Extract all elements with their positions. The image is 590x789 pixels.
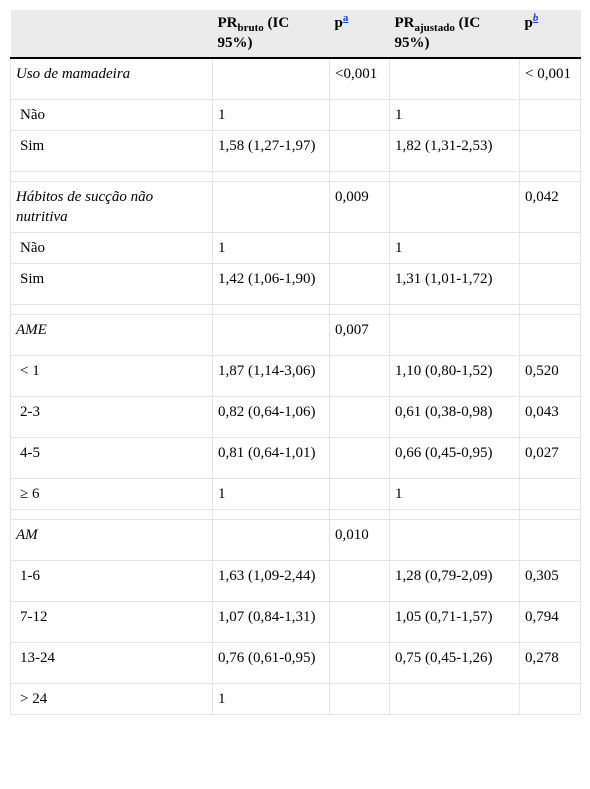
cell-variable: Uso de mamadeira	[11, 58, 213, 99]
cell-p-b: < 0,001	[520, 58, 581, 99]
footnote-b-link[interactable]: b	[532, 12, 539, 24]
cell-pr-ajustado: 1	[390, 99, 520, 130]
cell-variable: ≥ 6	[11, 478, 213, 509]
cell-pr-ajustado: 1	[390, 232, 520, 263]
cell-pr-ajustado: 1	[390, 478, 520, 509]
cell-pr-ajustado: 0,75 (0,45-1,26)	[390, 642, 520, 683]
spacer-cell	[520, 509, 581, 519]
cell-pr-bruto: 1,63 (1,09-2,44)	[213, 560, 330, 601]
section-row	[11, 519, 581, 560]
header-p-b	[520, 10, 581, 58]
spacer-row	[11, 171, 581, 181]
cell-p-b	[520, 314, 581, 355]
header-pr-ajustado-sub: ajustado	[414, 22, 455, 34]
cell-pr-ajustado	[390, 58, 520, 99]
cell-p-a	[330, 642, 390, 683]
spacer-row	[11, 304, 581, 314]
table-row	[11, 396, 581, 437]
spacer-cell	[330, 304, 390, 314]
header-p-a-main: p	[334, 15, 343, 31]
cell-p-b	[520, 478, 581, 509]
cell-p-a	[330, 601, 390, 642]
spacer-cell	[390, 304, 520, 314]
cell-pr-bruto: 1	[213, 232, 330, 263]
spacer-cell	[213, 171, 330, 181]
cell-pr-ajustado	[390, 683, 520, 714]
cell-variable: 4-5	[11, 437, 213, 478]
cell-p-a	[330, 683, 390, 714]
cell-pr-ajustado	[390, 181, 520, 232]
header-pr-ajustado-ci: (IC 95%)	[394, 15, 481, 51]
spacer-cell	[520, 304, 581, 314]
cell-p-a	[330, 232, 390, 263]
spacer-cell	[390, 509, 520, 519]
cell-pr-ajustado	[390, 519, 520, 560]
header-p-b-main: p	[524, 15, 533, 31]
cell-p-b: 0,027	[520, 437, 581, 478]
cell-pr-ajustado: 1,82 (1,31-2,53)	[390, 130, 520, 171]
cell-p-a	[330, 355, 390, 396]
header-variable	[11, 10, 213, 58]
cell-variable: 1-6	[11, 560, 213, 601]
cell-p-b	[520, 683, 581, 714]
table-row	[11, 437, 581, 478]
spacer-cell	[330, 171, 390, 181]
spacer-row	[11, 509, 581, 519]
cell-p-b: 0,043	[520, 396, 581, 437]
cell-p-b	[520, 263, 581, 304]
cell-p-a: <0,001	[330, 58, 390, 99]
spacer-cell	[11, 304, 213, 314]
cell-pr-ajustado: 0,66 (0,45-0,95)	[390, 437, 520, 478]
cell-p-b	[520, 130, 581, 171]
header-pr-bruto-main: PR	[217, 15, 238, 31]
cell-pr-bruto: 0,82 (0,64-1,06)	[213, 396, 330, 437]
cell-p-a: 0,010	[330, 519, 390, 560]
header-row	[11, 10, 581, 58]
cell-p-a	[330, 478, 390, 509]
cell-pr-bruto	[213, 181, 330, 232]
cell-pr-bruto	[213, 314, 330, 355]
cell-variable: 7-12	[11, 601, 213, 642]
cell-variable: Sim	[11, 130, 213, 171]
table-row	[11, 683, 581, 714]
table-row	[11, 601, 581, 642]
spacer-cell	[520, 171, 581, 181]
spacer-cell	[11, 509, 213, 519]
table-row	[11, 99, 581, 130]
cell-p-b	[520, 232, 581, 263]
cell-pr-bruto: 1,58 (1,27-1,97)	[213, 130, 330, 171]
cell-p-b	[520, 99, 581, 130]
cell-p-a	[330, 396, 390, 437]
table-row	[11, 130, 581, 171]
results-table	[10, 10, 581, 715]
header-pr-ajustado	[390, 10, 520, 58]
cell-pr-bruto: 1,42 (1,06-1,90)	[213, 263, 330, 304]
cell-p-a	[330, 437, 390, 478]
table-row	[11, 478, 581, 509]
cell-pr-ajustado	[390, 314, 520, 355]
cell-p-a	[330, 99, 390, 130]
cell-p-b: 0,278	[520, 642, 581, 683]
table-body	[11, 58, 581, 714]
spacer-cell	[11, 171, 213, 181]
cell-pr-ajustado: 1,10 (0,80-1,52)	[390, 355, 520, 396]
cell-p-b	[520, 519, 581, 560]
spacer-cell	[390, 171, 520, 181]
header-pr-ajustado-main: PR	[394, 15, 415, 31]
spacer-cell	[213, 509, 330, 519]
table-row	[11, 232, 581, 263]
table-header	[11, 10, 581, 58]
section-row	[11, 314, 581, 355]
cell-variable: AME	[11, 314, 213, 355]
cell-p-b: 0,305	[520, 560, 581, 601]
cell-variable: 2-3	[11, 396, 213, 437]
cell-pr-bruto: 1	[213, 478, 330, 509]
header-pr-bruto-sub: bruto	[237, 22, 264, 34]
cell-variable: Não	[11, 232, 213, 263]
cell-p-a	[330, 263, 390, 304]
footnote-a-link[interactable]: a	[342, 12, 349, 24]
cell-pr-ajustado: 1,28 (0,79-2,09)	[390, 560, 520, 601]
table-row	[11, 560, 581, 601]
cell-variable: Não	[11, 99, 213, 130]
header-pr-bruto	[213, 10, 330, 58]
cell-variable: Sim	[11, 263, 213, 304]
table-row	[11, 355, 581, 396]
cell-variable: AM	[11, 519, 213, 560]
cell-pr-bruto: 1,07 (0,84-1,31)	[213, 601, 330, 642]
cell-p-b: 0,042	[520, 181, 581, 232]
cell-pr-bruto: 1	[213, 683, 330, 714]
cell-pr-bruto	[213, 519, 330, 560]
section-row	[11, 58, 581, 99]
cell-p-a	[330, 560, 390, 601]
cell-pr-bruto	[213, 58, 330, 99]
cell-pr-ajustado: 1,31 (1,01-1,72)	[390, 263, 520, 304]
cell-variable: > 24	[11, 683, 213, 714]
cell-pr-bruto: 0,81 (0,64-1,01)	[213, 437, 330, 478]
header-pr-bruto-ci: (IC 95%)	[217, 15, 290, 51]
cell-pr-ajustado: 0,61 (0,38-0,98)	[390, 396, 520, 437]
cell-pr-bruto: 1	[213, 99, 330, 130]
cell-variable: < 1	[11, 355, 213, 396]
spacer-cell	[213, 304, 330, 314]
cell-variable: 13-24	[11, 642, 213, 683]
cell-p-a	[330, 130, 390, 171]
cell-p-b: 0,794	[520, 601, 581, 642]
table-row	[11, 642, 581, 683]
header-p-a	[330, 10, 390, 58]
section-row	[11, 181, 581, 232]
table-row	[11, 263, 581, 304]
cell-p-a: 0,009	[330, 181, 390, 232]
spacer-cell	[330, 509, 390, 519]
cell-p-b: 0,520	[520, 355, 581, 396]
cell-pr-bruto: 0,76 (0,61-0,95)	[213, 642, 330, 683]
cell-pr-ajustado: 1,05 (0,71-1,57)	[390, 601, 520, 642]
cell-variable: Hábitos de sucção não nutritiva	[11, 181, 213, 232]
cell-p-a: 0,007	[330, 314, 390, 355]
cell-pr-bruto: 1,87 (1,14-3,06)	[213, 355, 330, 396]
